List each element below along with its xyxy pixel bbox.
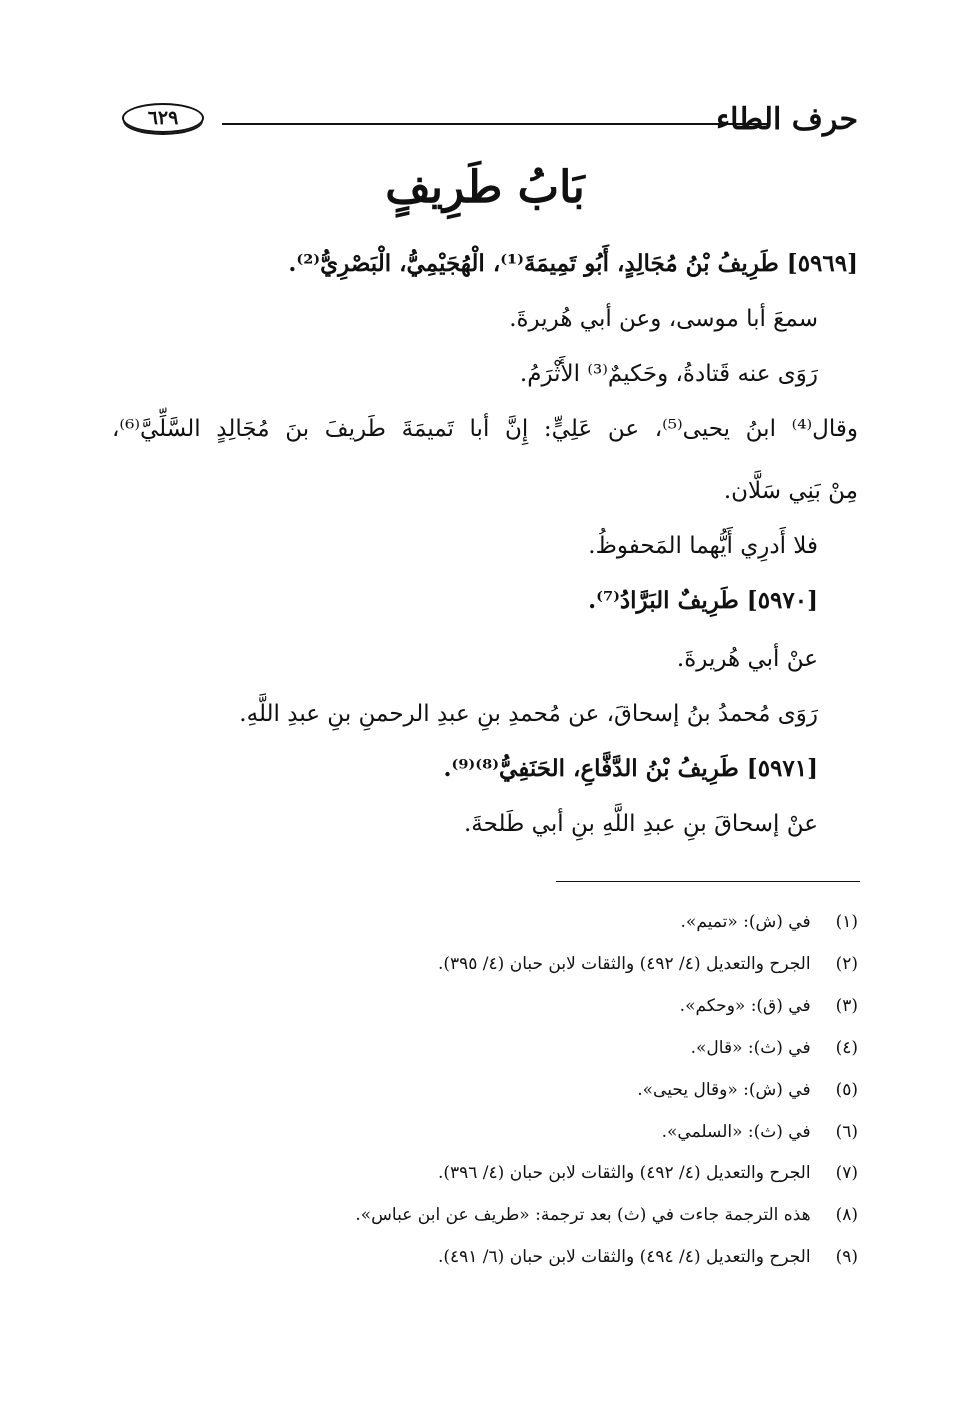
footnote — [637, 1077, 858, 1103]
footnote — [691, 1035, 858, 1061]
footnote-text: في (ق): «وحكم». — [679, 996, 811, 1016]
footnote-number: (٩) — [835, 1247, 858, 1267]
page-number-badge: ٦٢٩ — [122, 103, 204, 133]
entry-heading-5970: [٥٩٧٠] طَرِيفٌ البَرَّادُ⁽⁷⁾. — [588, 587, 818, 614]
running-header-title: حرف الطاء — [716, 102, 858, 137]
footnote-number: (٧) — [835, 1163, 858, 1183]
body-line: وقال⁽⁴⁾ ابنُ يحيى⁽⁵⁾، عن عَلِيٍّ: إِنَّ أبا تَميمَةَ طَريفَ بنَ مُجَالِدٍ السَّلِّيَّ⁽⁶⁾، — [112, 416, 858, 442]
chapter-title: بَابُ طَرِيفٍ — [385, 162, 585, 213]
footnote-number: (١) — [835, 912, 858, 932]
footnote-number: (٨) — [835, 1205, 858, 1225]
body-line: عنْ إسحاقَ بنِ عبدِ اللَّهِ بنِ أبي طَلحةَ. — [463, 811, 818, 837]
footnote-text: الجرح والتعديل (٤/ ٤٩٢) والثقات لابن حبان (٤/ ٣٩٥). — [437, 954, 811, 974]
footnote-number: (٣) — [835, 996, 858, 1016]
footnote-text: في (ث): «السلمي». — [661, 1122, 811, 1142]
body-line: سمعَ أبا موسى، وعن أبي هُريرةَ. — [509, 306, 818, 332]
footnote-number: (٥) — [835, 1080, 858, 1100]
footnote — [662, 1119, 858, 1145]
entry-heading-5969: [٥٩٦٩] طَرِيفُ بْنُ مُجَالِدٍ، أَبُو تَمِيمَةَ⁽¹⁾، الْهُجَيْمِيُّ، الْبَصْرِيُّ⁽²⁾. — [288, 250, 858, 277]
footnote — [438, 1244, 858, 1270]
footnote-text: الجرح والتعديل (٤/ ٤٩٤) والثقات لابن حبان (٦/ ٤٩١). — [437, 1247, 811, 1267]
entry-heading-5971: [٥٩٧١] طَرِيفُ بْنُ الدَّفَّاعِ، الحَنَفِيُّ⁽⁸⁾⁽⁹⁾. — [443, 755, 818, 782]
footnote-number: (٢) — [835, 954, 858, 974]
body-line: مِنْ بَنِي سَلَّان. — [723, 478, 858, 504]
footnote-text: في (ش): «وقال يحيى». — [637, 1080, 811, 1100]
footnote-text: في (ش): «تميم». — [680, 912, 811, 932]
footnote-text: في (ث): «قال». — [690, 1038, 811, 1058]
body-line: فلا أَدرِي أَيُّهما المَحفوظُ. — [588, 533, 818, 559]
footnote-number: (٤) — [835, 1038, 858, 1058]
body-line: رَوَى عنه قَتادةُ، وحَكيمٌ⁽³⁾ الأَثْرَمُ. — [519, 361, 818, 387]
body-line: عنْ أبي هُريرةَ. — [676, 646, 818, 672]
footnote — [438, 1160, 858, 1186]
footnote — [355, 1202, 858, 1228]
footnote-number: (٦) — [835, 1122, 858, 1142]
footnote-separator — [556, 881, 860, 882]
footnote — [680, 993, 858, 1019]
header-rule — [222, 123, 770, 125]
body-line: رَوَى مُحمدُ بنُ إسحاقَ، عن مُحمدِ بنِ عبدِ الرحمنِ بنِ عبدِ اللَّهِ. — [239, 701, 818, 727]
footnote-text: هذه الترجمة جاءت في (ث) بعد ترجمة: «طريف عن ابن عباس». — [355, 1205, 811, 1225]
footnote — [438, 951, 858, 977]
footnote — [681, 909, 858, 935]
footnote-text: الجرح والتعديل (٤/ ٤٩٢) والثقات لابن حبان (٤/ ٣٩٦). — [437, 1163, 811, 1183]
